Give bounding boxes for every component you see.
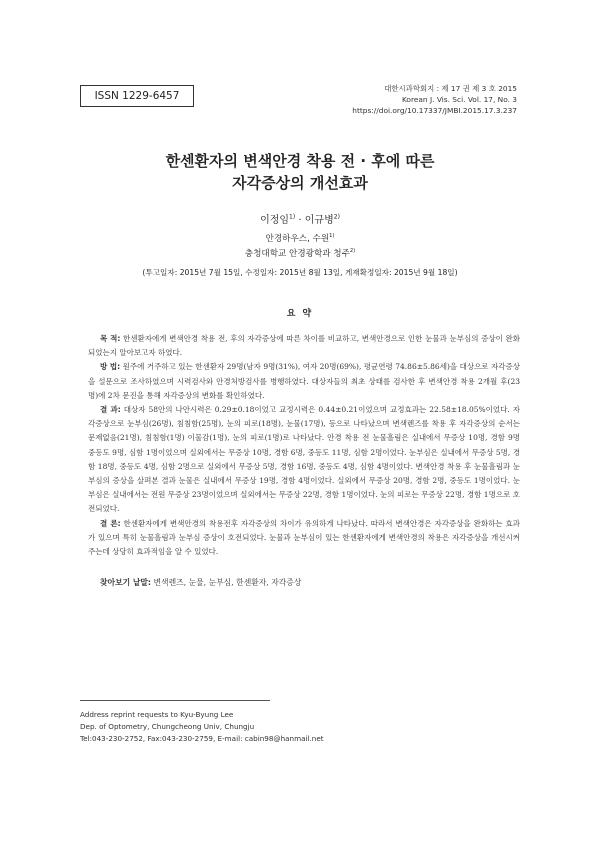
conclusion-text: 한센환자에게 변색안경의 착용전후 자각증상의 차이가 유의하게 나타났다. 따라서 변색안경은 자각증상을 완화하는 효과가 있으며 특히 눈물흘림과 눈부심 증상이 호전되었다. 눈물과 눈부심이 있는 한센환자에게 변색안경의 착용은 자각증상을 개선시켜주는데 상당히 효과적임을 알 수 있었다.: [88, 518, 520, 557]
abstract-results: [88, 403, 520, 517]
methods-text: 원주에 거주하고 있는 한센환자 29명(남자 9명(31%), 여자 20명(69%), 평균연령 74.86±5.86세)을 대상으로 자각증상을 설문으로 조사하였으며 시력검사와 안경처방검사를 병행하였다. 대상자들의 최초 상태를 검사한 후 변색안경 착용 2개월 후(23명)에 2차 문진을 통해 자각증상의 변화를 확인하였다.: [88, 362, 520, 400]
abstract-body: [88, 332, 520, 559]
author-name: 이정임: [260, 215, 290, 226]
footnote-line: Address reprint requests to Kyu-Byung Lee: [80, 710, 234, 719]
purpose-text: 한센환자에게 변색안경 착용 전, 후의 자각증상에 따른 차이를 비교하고, 변색안경으로 인한 눈물과 눈부심의 증상이 완화되었는지 알아보고자 하였다.: [88, 334, 520, 358]
keywords: [100, 577, 301, 588]
correspondence-footnote: [80, 709, 324, 745]
abstract-conclusion: [88, 517, 520, 560]
footnote-line: Tel:043-230-2752, Fax:043-230-2759, E-mail: cabin98@hanmail.net: [80, 734, 324, 743]
affiliation: [0, 232, 600, 244]
keywords-label: 찾아보기 낱말:: [100, 578, 152, 587]
title-line-1: 한센환자의 변색안경 착용 전 · 후에 따른: [165, 152, 435, 170]
paper-title: [0, 150, 600, 194]
author-separator: ·: [295, 215, 305, 226]
affiliation-mark: 2): [349, 248, 356, 255]
results-text: 대상자 58안의 나안시력은 0.29±0.18이었고 교정시력은 0.44±0.21이었으며 교정효과는 22.58±18.05%이었다. 자각증상으로 눈부심(26명), 침침함(25명), 눈의 피로(18명), 눈물(17명), 등으로 나타났으며 변색렌즈를 착용 후 자각증상의 순서는 문제없음(21명), 침침함(1명) 이물감(1명), 눈의 피로(1명)로 나타났다. 안경 착용 전 눈물흘림은 실내에서 무증상 10명, 경함 9명 중등도 9명, 심함 1명이었으며 실외에서는 무증상 10명, 경함 6명, 중등도 11명, 심함 2명이었다. 눈부심은 실내에서 무증상 5명, 경함 18명, 중등도 4명, 심함 2명으로 실외에서 무증상 5명, 경함 16명, 중등도 4명, 심함 4명이었다. 변색안경 착용 후 눈물흘림과 눈부심의 증상을 살펴본 결과 눈물은 실내에서 무증상 19명, 경함 4명이었다. 실외에서 무증상 20명, 경함 2명, 중등도 1명이었다. 눈부심은 실내에서는 전원 무증상 23명이었으며 실외에서는 무증상 22명, 경함 1명이었다. 눈의 피로는 무증상 22명, 경함 1명으로 호전되었다.: [88, 405, 520, 514]
affiliation-text: 안경하우스, 수원: [265, 234, 330, 244]
affiliation: [0, 247, 600, 259]
journal-citation-korean: 대한시과학회지 : 제 17 권 제 3 호 2015: [384, 84, 517, 93]
results-label: 결 과:: [100, 405, 121, 415]
issn-box: ISSN 1229-6457: [80, 85, 194, 107]
keywords-text: 변색렌즈, 눈물, 눈부심, 한센환자, 자각증상: [151, 578, 302, 587]
author-affiliation-mark: 2): [333, 213, 340, 221]
journal-info: [352, 83, 517, 116]
author-name: 이규병: [304, 215, 334, 226]
conclusion-label: 결 론:: [100, 518, 121, 528]
affiliation-mark: 1): [329, 233, 335, 240]
footnote-divider: [80, 700, 270, 701]
footnote-line: Dep. of Optometry, Chungcheong Univ, Chungju: [80, 722, 255, 731]
abstract-heading: 요 약: [286, 309, 314, 319]
author-affiliation-mark: 1): [289, 213, 296, 221]
affiliation-text: 충청대학교 안경광학과 청주: [244, 249, 350, 259]
methods-label: 방 법:: [100, 362, 121, 372]
author-list: [0, 211, 600, 226]
abstract-methods: [88, 360, 520, 403]
purpose-label: 목 적:: [100, 334, 121, 343]
abstract-purpose: [88, 332, 520, 360]
journal-doi[interactable]: https://doi.org/10.17337/JMBI.2015.17.3.237: [352, 106, 517, 115]
journal-citation-english: Korean J. Vis. Sci. Vol. 17, No. 3: [401, 95, 517, 104]
title-line-2: 자각증상의 개선효과: [232, 174, 368, 192]
submission-dates: (투고일자: 2015년 7월 15일, 수정일자: 2015년 8월 13일, 게재확정일자: 2015년 9월 18일): [142, 268, 458, 277]
